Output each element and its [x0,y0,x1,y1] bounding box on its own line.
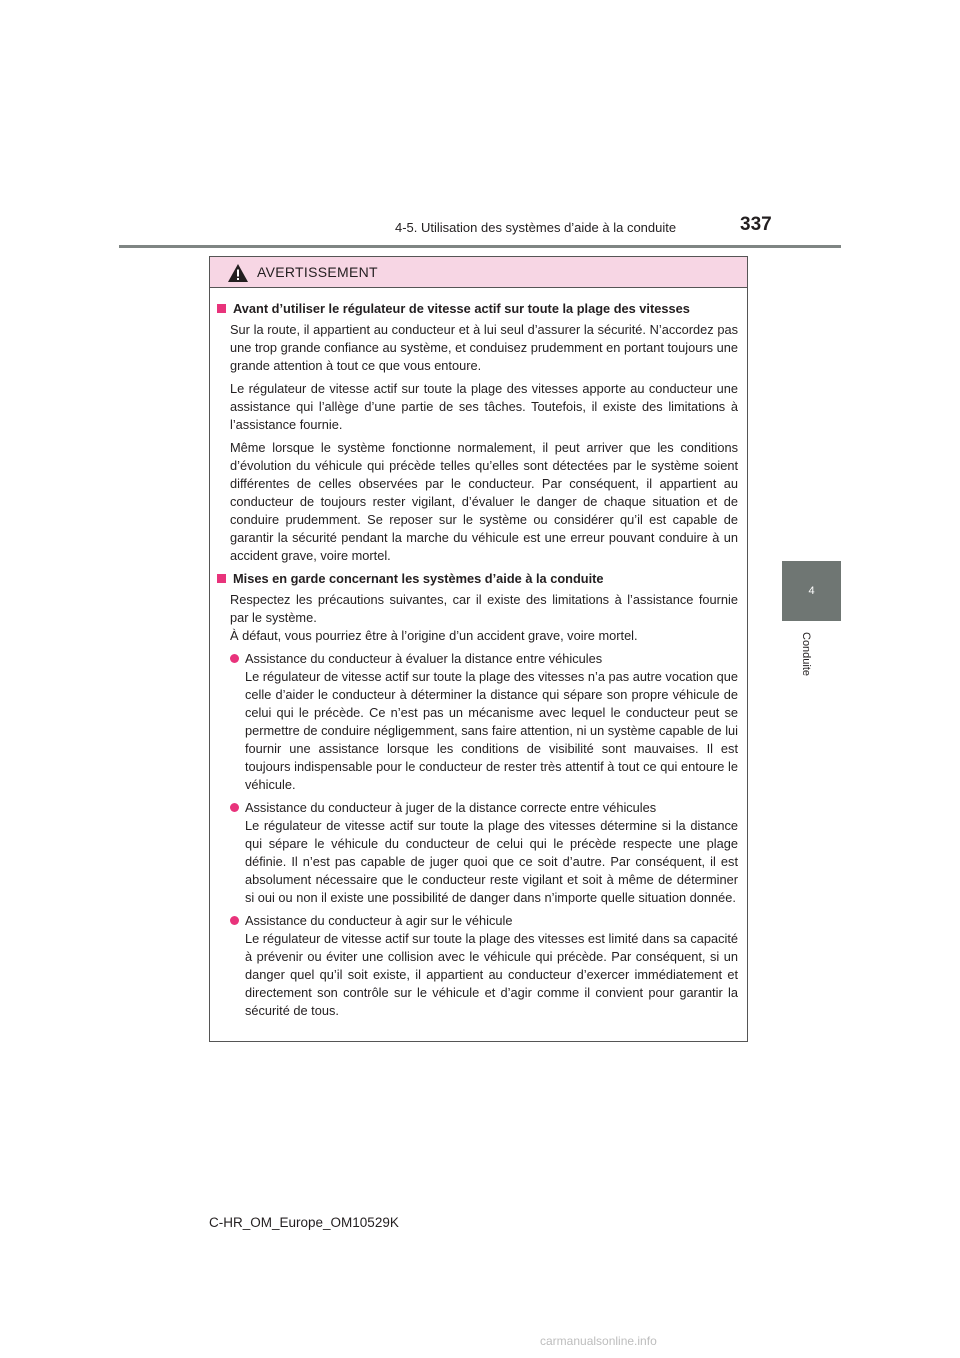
block-heading-text: Avant d’utiliser le régulateur de vitesse actif sur toute la plage des vitesses [233,301,690,316]
chapter-tab[interactable]: 4 [782,561,841,621]
warning-header [210,257,747,288]
paragraph: Le régulateur de vitesse actif sur toute la plage des vitesses apporte au conducteur une assistance qui l’allège d’une partie de ses tâches. Toutefois, il existe des limitations à l’assistance fournie. [230,381,738,432]
intro-line: Respectez les précautions suivantes, car il existe des limitations à l’assistance fournie par le système. [230,592,738,625]
watermark[interactable]: carmanualsonline.info [540,1334,657,1348]
paragraph: Sur la route, il appartient au conducteur et à lui seul d’assurer la sécurité. N’accordez pas une trop grande confiance au système, et conduisez prudemment en portant toujours une grande attention à tout ce que vous entoure. [230,322,738,373]
list-item-body [245,912,738,1020]
document-id: C-HR_OM_Europe_OM10529K [209,1215,399,1230]
round-bullet-icon [230,654,239,663]
chapter-label: Conduite [800,632,812,677]
warning-title: AVERTISSEMENT [257,264,378,280]
header-rule [119,245,841,248]
list-item [230,650,738,794]
round-bullet-icon [230,916,239,925]
paragraph [230,591,738,645]
list-item-title: Assistance du conducteur à agir sur le véhicule [245,913,513,928]
square-bullet-icon [217,304,226,313]
block-heading [216,300,738,318]
warning-triangle-icon [227,263,249,283]
block-heading [216,570,738,588]
list-item-title: Assistance du conducteur à évaluer la distance entre véhicules [245,651,603,666]
warning-content [210,288,747,1020]
paragraph: Même lorsque le système fonctionne normalement, il peut arriver que les conditions d’évolution du véhicule qui précède telles qu’elles sont détectées par le système soient différentes de celles observées par le conducteur. Par conséquent, il appartient au conducteur de toujours rester vigilant, d’évaluer le danger de chaque situation et de conduire prudemment. Se reposer sur le système ou considérer qu’il est capable de garantir la sécurité pendant la marche du véhicule est une erreur pouvant conduire à un accident grave, voire mortel. [230,440,738,563]
warning-box [209,256,748,1042]
page-number: 337 [740,214,772,235]
list-item-text: Le régulateur de vitesse actif sur toute la plage des vitesses détermine si la distance qui sépare le véhicule du conducteur de celui qui le précède respecte une plage définie. Il n’est pas capable de juger quoi que ce soit d’autre. Par conséquent, il est absolument nécessaire que le conducteur reste vigilant et soit à même de déterminer si oui ou non il existe une possibilité de danger dans n’importe quelle situation donnée. [245,818,738,905]
block-heading-text: Mises en garde concernant les systèmes d’aide à la conduite [233,571,604,586]
intro-line: À défaut, vous pourriez être à l’origine d’un accident grave, voire mortel. [230,628,638,643]
square-bullet-icon [217,574,226,583]
round-bullet-icon [230,803,239,812]
section-title: 4-5. Utilisation des systèmes d’aide à la conduite [395,220,677,235]
list-item [230,912,738,1020]
list-item-body [245,799,738,907]
list-item-body [245,650,738,794]
list-item [230,799,738,907]
list-item-text: Le régulateur de vitesse actif sur toute la plage des vitesses est limité dans sa capacité à prévenir ou éviter une collision avec le véhicule qui précède. Par conséquent, si un danger quel qu’il soit existe, il appartient au conducteur d’exercer immédiatement et directement son contrôle sur le véhicule et d’agir comme il convient pour garantir la sécurité de tous. [245,931,738,1018]
list-item-text: Le régulateur de vitesse actif sur toute la plage des vitesses n’a pas autre vocation que celle d’aider le conducteur à déterminer la distance qui sépare son propre véhicule de celui qui le précède. Ce n’est pas un mécanisme avec lequel le conducteur peut se permettre de conduire négligemment, sans faire attention, ni un système capable de lui fournir une assistance lorsque les conditions de visibilité sont mauvaises. Il est toujours indispensable pour le conducteur de rester très attentif à tout ce qui entoure le véhicule. [245,669,738,792]
list-item-title: Assistance du conducteur à juger de la distance correcte entre véhicules [245,800,657,815]
